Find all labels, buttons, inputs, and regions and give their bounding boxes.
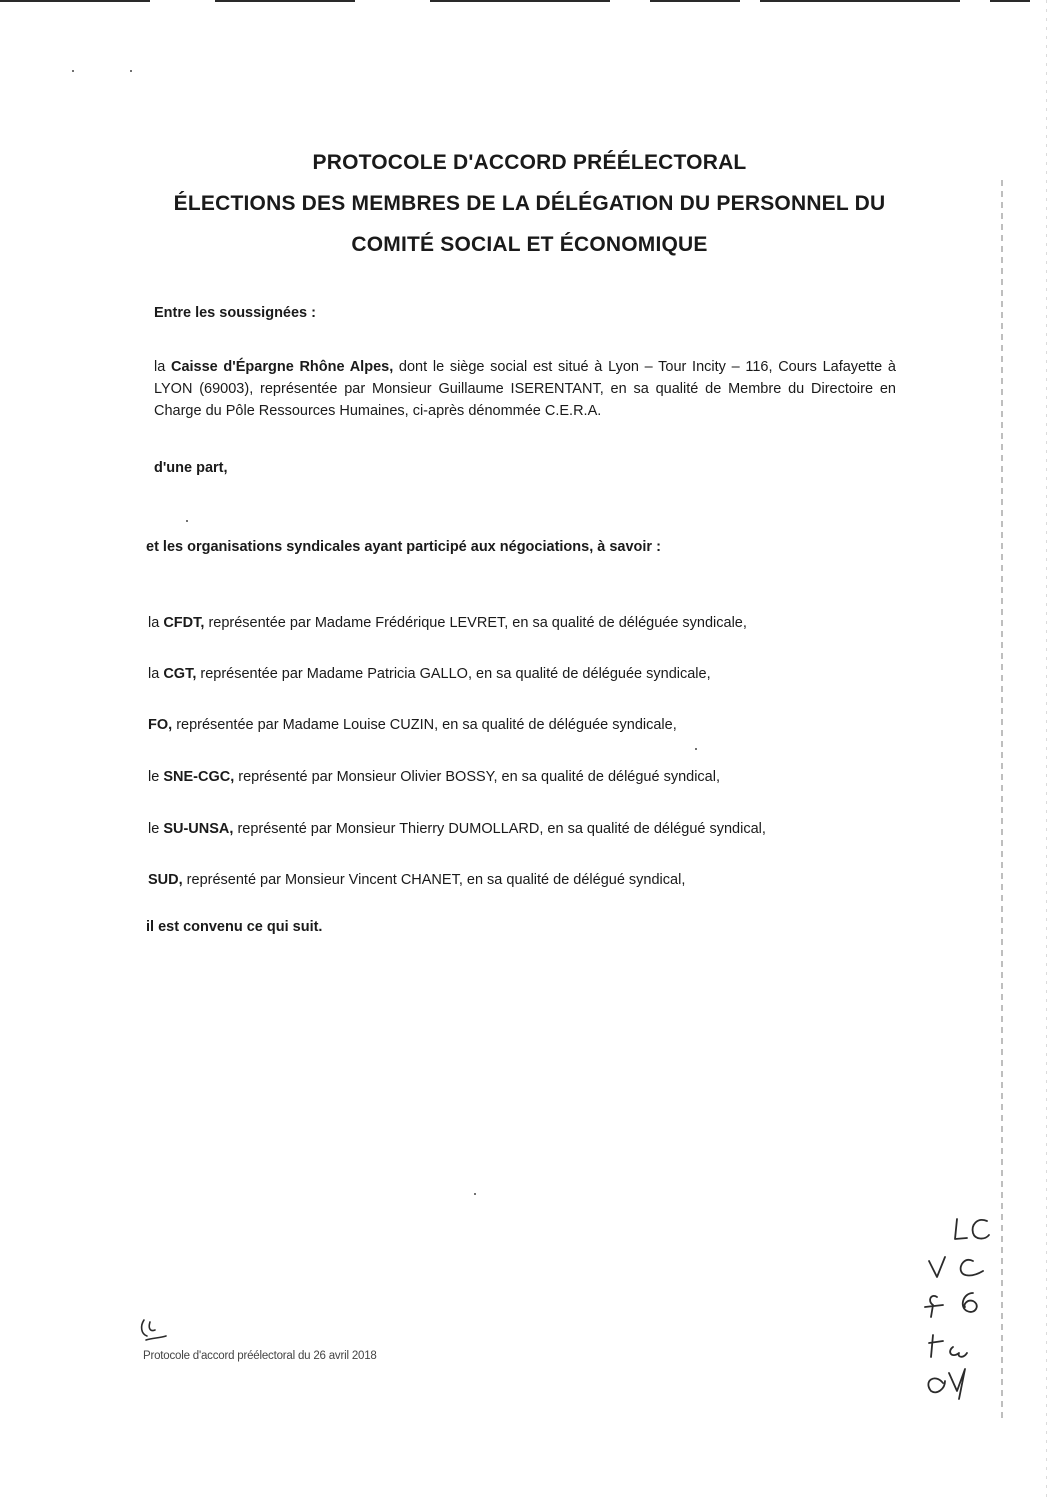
union-name: SNE-CGC,: [163, 769, 235, 785]
union-item: [148, 766, 890, 788]
union-prefix: le: [148, 769, 164, 785]
title-line-2: ÉLECTIONS DES MEMBRES DE LA DÉLÉGATION DU PERSONNEL DU: [173, 192, 886, 215]
union-item: [148, 612, 890, 634]
party-employer: [154, 356, 896, 422]
union-prefix: la: [148, 615, 164, 631]
scan-speck: [72, 70, 74, 72]
union-name: SUD,: [148, 872, 183, 888]
union-description: représentée par Madame Patricia GALLO, en sa qualité de déléguée syndicale,: [196, 666, 711, 682]
unions-intro: et les organisations syndicales ayant participé aux négociations, à savoir :: [146, 539, 661, 555]
union-description: représentée par Madame Louise CUZIN, en sa qualité de déléguée syndicale,: [172, 717, 677, 733]
scan-speck: [186, 520, 188, 522]
scan-speck: [474, 1193, 476, 1195]
union-description: représenté par Monsieur Thierry DUMOLLARD, en sa qualité de délégué syndical,: [233, 821, 766, 837]
party-name: Caisse d'Épargne Rhône Alpes,: [170, 359, 394, 375]
scan-top-edge: [0, 0, 1059, 4]
party-prefix: la: [154, 359, 171, 375]
union-item: [148, 663, 890, 685]
union-description: représentée par Madame Frédérique LEVRET, en sa qualité de déléguée syndicale,: [204, 615, 747, 631]
union-name: SU-UNSA,: [163, 821, 234, 837]
title-line-1: PROTOCOLE D'ACCORD PRÉÉLECTORAL: [312, 151, 747, 174]
scan-speck: [695, 748, 697, 750]
intro-text: Entre les soussignées :: [154, 305, 316, 321]
document-footer: Protocole d'accord préélectoral du 26 avril 2018: [143, 1350, 377, 1362]
union-name: CFDT,: [163, 615, 205, 631]
document-title: [0, 142, 1059, 265]
handwritten-initials-signatures: [915, 1213, 1005, 1403]
union-name: CGT,: [163, 666, 197, 682]
union-prefix: la: [148, 666, 164, 682]
union-description: représenté par Monsieur Olivier BOSSY, en sa qualité de délégué syndical,: [234, 769, 720, 785]
union-item: [148, 869, 890, 891]
union-prefix: le: [148, 821, 164, 837]
handwritten-initial-footer: [138, 1316, 178, 1344]
party-description: dont le siège social est situé à Lyon – Tour Incity – 116, Cours Lafayette à LYON (69003), représentée par Monsieur Guillaume ISERENTANT, en sa qualité de Membre du Directoire en Charge du Pôle Ressources Humaines, ci-après dénommée C.E.R.A.: [154, 359, 896, 419]
title-line-3: COMITÉ SOCIAL ET ÉCONOMIQUE: [351, 233, 708, 256]
union-item: [148, 714, 890, 736]
union-name: FO,: [148, 717, 173, 733]
d-une-part: d'une part,: [154, 460, 228, 476]
agreement-statement: il est convenu ce qui suit.: [146, 919, 323, 935]
union-item: [148, 818, 890, 840]
scan-speck: [130, 70, 132, 72]
union-description: représenté par Monsieur Vincent CHANET, en sa qualité de délégué syndical,: [182, 872, 686, 888]
